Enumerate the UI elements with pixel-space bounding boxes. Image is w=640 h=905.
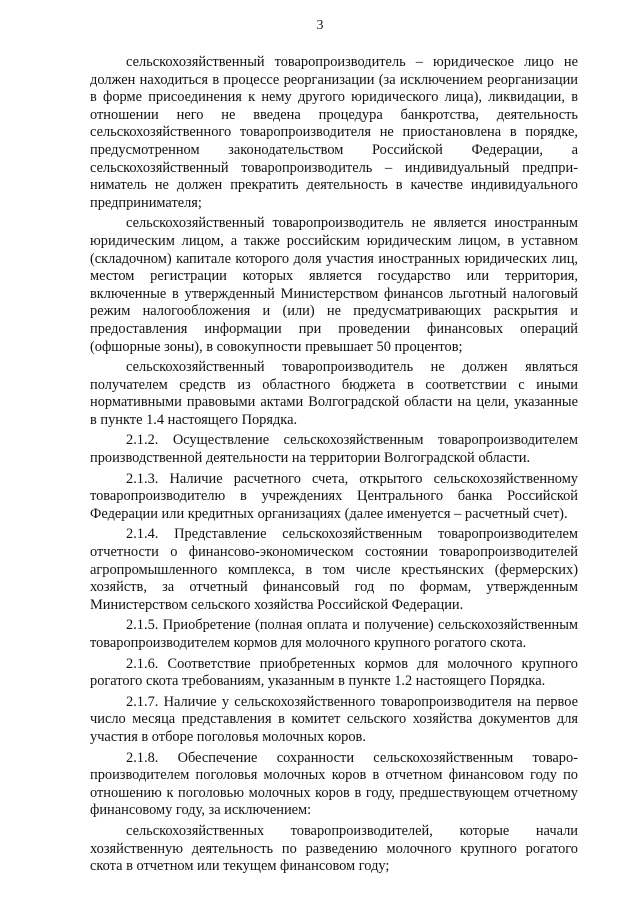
paragraph-2-1-2: 2.1.2. Осуществление сельскохозяйственным товаропроизводителем производственной деятельности на территории Волгоградской области.: [90, 432, 578, 467]
document-body: [90, 54, 578, 876]
paragraph-2-1-7: 2.1.7. Наличие у сельскохозяйственного товаропроизводителя на первое число месяца представления в комитет сельского хозяйства документов для участия в отборе поголовья молочных коров.: [90, 693, 578, 745]
paragraph-2-1-4: 2.1.4. Представление сельскохозяйственным товаропроизводителем отчетности о финансово-экономическом состоянии товаропроизводителей агропромышленного комплекса, в том числе крестьянских (фермерских) хозяйств, за отчетный финансовый год по формам, утвержденным Министерством сельского хозяйства Российской Федерации.: [90, 526, 578, 613]
paragraph-2-1-8: 2.1.8. Обеспечение сохранности сельскохозяйственным товаропроизводителем поголовья молочных коров в отчетном финансовом году по отношению к поголовью молочных коров в году, предшествующем отчетному финансовому году, за исключением:: [90, 749, 578, 819]
page-number: 3: [316, 18, 324, 33]
paragraph-budget-funds-condition: сельскохозяйственный товаропроизводитель не должен являться получателем средств из областного бюджета в соответствии с иными нормативными правовыми актами Волгоградской области на цели, указанные в пункте 1.4 настоящего Порядка.: [90, 359, 578, 428]
paragraph-legal-entity-conditions: сельскохозяйственный товаропроизводитель – юридическое лицо не должен находиться в процессе реорганизации (за исключением реорганизации в форме присоединения к нему другого юридического лица), ликвидации, в отношении него не введена процедура банкротства, деятельность сельскохозяйственного товаропроизводителя не приостановлена в порядке, предусмотренном законодательством Российской Федерации, а сельскохозяйственный товаропроизводитель – индивидуальный предприниматель не должен прекратить деятельность в качестве индивидуального предпринимателя;: [90, 54, 578, 211]
paragraph-2-1-6: 2.1.6. Соответствие приобретенных кормов для молочного крупного рогатого скота требованиям, указанным в пункте 1.2 настоящего Порядка.: [90, 655, 578, 690]
paragraph-2-1-3: 2.1.3. Наличие расчетного счета, открытого сельскохозяйственному товаропроизводителю в учреждениях Центрального банка Российской Федерации или кредитных организациях (далее именуется – расчетный счет).: [90, 470, 578, 522]
paragraph-2-1-5: 2.1.5. Приобретение (полная оплата и получение) сельскохозяйственным товаропроизводителем кормов для молочного крупного рогатого скота.: [90, 617, 578, 651]
paragraph-foreign-entity-condition: сельскохозяйственный товаропроизводитель не является иностранным юридическим лицом, а также российским юридическим лицом, в уставном (складочном) капитале которого доля участия иностранных юридических лиц, местом регистрации которых является государство или территория, включенные в утвержденный Министерством финансов льготный налоговый режим налогообложения и (или) не предусматривающих раскрытия и предоставления информации при проведении финансовых операций (офшорные зоны), в совокупности превышает 50 процентов;: [90, 215, 578, 355]
paragraph-exception-new-producers: сельскохозяйственных товаропроизводителей, которые начали хозяйственную деятельность по разведению молочного крупного рогатого скота в отчетном или текущем финансовом году;: [90, 822, 578, 875]
